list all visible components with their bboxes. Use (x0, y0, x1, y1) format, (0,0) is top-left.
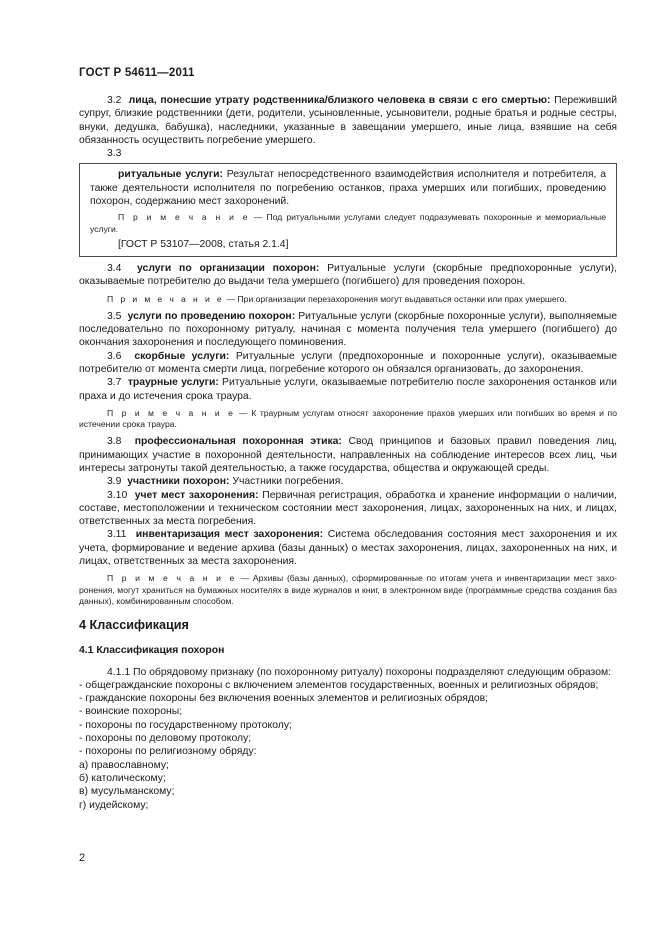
clause-number: 3.6 (107, 350, 122, 362)
list-item: - гражданские похороны без включения военных элементов и религиозных обрядов; (79, 693, 489, 705)
paragraph-3-7 (79, 376, 617, 403)
paragraph-4-1-1: 4.1.1 По обрядовому признаку (по похоронному ритуалу) похороны подразделяют следующим образом: (107, 666, 612, 678)
note-text: — Архивы (базы данных), сформированные по итогам учета и инвентаризации мест захоронения, могут храниться на бумажных носителях в виде журналов и книг, в электронном виде (программные средства создания баз данных), комбинированным способом. (79, 573, 617, 606)
note-label: П р и м е ч а н и е (107, 573, 237, 584)
paragraph-3-11 (79, 528, 617, 568)
list-item: б) католическому; (79, 772, 166, 784)
list-item: - похороны по религиозному обряду: (79, 746, 257, 758)
source-reference: [ГОСТ Р 53107—2008, статья 2.1.4] (118, 238, 289, 250)
term-definition: Переживший супруг, близкие родственники (дети, родители, усыновленные, усыновители, родные братья и родные сестры, внуки, дедушка, бабушка), наследники, указанные в завещании умершего, иные лица, взявшие на себя обязанность осуществить погребение умершего. (79, 95, 618, 146)
section-heading: 4 Классификация (79, 617, 189, 632)
page-number: 2 (79, 852, 86, 864)
clause-number-3-3: 3.3 (107, 148, 122, 160)
term-definition: Система обследования состояния мест захоронения и их учета, формирование и ведение архива (базы данных) о местах захоронения, лицах, захороненных на них, и лицах, ответственных за места захоронения. (79, 529, 618, 568)
note-3-7 (79, 408, 617, 430)
paragraph-3-6 (79, 350, 617, 377)
list-item: - похороны по государственному протоколу; (79, 719, 292, 731)
term-title: траурные услуги: (127, 377, 219, 389)
note-text: — Под ритуальными услугами следует подразумевать похоронные и мемориальные услуги. (90, 212, 606, 234)
paragraph-3-2 (79, 94, 617, 147)
term-title: участники похорон: (127, 476, 230, 488)
term-definition: Свод принципов и базовых правил поведения лиц, принимающих участие в похоронной деятельности, направленных на соблюдение интересов всех лиц, чьи интересы затронуты такой деятельностью, а также государства, общества и окружающей среды. (79, 436, 617, 474)
clause-number: 3.10 (107, 489, 128, 501)
clause-number: 3.8 (107, 436, 122, 448)
note-3-11 (79, 573, 617, 607)
document-body (79, 94, 617, 812)
clause-number: 3.9 (107, 476, 122, 488)
classification-list (79, 679, 617, 812)
paragraph-3-5 (79, 310, 617, 350)
term-definition: Первичная регистрация, обработка и хранение информации о наличии, составе, местоположении и техническом состоянии мест захоронения, лицах, захороненных на них, и лицах, ответственных за места погребения. (79, 489, 617, 528)
list-item: - общегражданские похороны с включением элементов государственных, военных и религиозных обрядов; (79, 679, 599, 691)
list-item: г) иудейскому; (79, 799, 149, 811)
term-title: скорбные услуги: (134, 350, 230, 362)
term-title: услуги по организации похорон: (137, 263, 320, 275)
note-3-3 (90, 212, 606, 234)
document-header: ГОСТ Р 54611—2011 (79, 67, 195, 79)
note-label: П р и м е ч а н и е (118, 212, 250, 223)
paragraph-3-3 (90, 168, 606, 208)
note-text: — При организации перезахоронения могут выдаваться останки или прах умершего. (224, 293, 567, 304)
list-item: в) мусульманскому; (79, 786, 175, 798)
term-definition: Ритуальные услуги (предпохоронные и похоронные услуги), оказываемые потребителю от момента смерти лица, погребение которого он обязался организовать, до захоронения. (79, 350, 617, 376)
list-item: а) православному; (79, 759, 169, 771)
clause-number: 3.2 (107, 95, 122, 106)
paragraph-3-8 (79, 435, 617, 475)
list-item: - похороны по деловому протоколу; (79, 733, 252, 745)
clause-number: 3.5 (107, 310, 122, 322)
term-title: услуги по проведению похорон: (127, 310, 296, 322)
subsection-heading: 4.1 Классификация похорон (79, 645, 225, 657)
term-definition: Результат непосредственного взаимодействия исполнителя и потребителя, а также деятельности исполнителя по погребению останков, праха умерших или погибших, проведению похорон, содержанию мест захоронений. (90, 169, 606, 208)
paragraph-3-9 (79, 475, 617, 488)
clause-number: 3.7 (107, 377, 122, 389)
term-title: учет мест захоронения: (134, 489, 259, 501)
framed-definition-box (79, 163, 617, 257)
paragraph-3-4 (79, 262, 617, 289)
clause-number: 3.4 (107, 263, 122, 275)
note-label: П р и м е ч а н и е (107, 293, 225, 304)
term-title: ритуальные услуги: (118, 169, 223, 181)
note-text: — К траурным услугам относят захоронение прахов умерших или погибших во время и по истечении срока траура. (79, 407, 617, 430)
term-title: лица, понесшие утрату родственника/близкого человека в связи с его смертью: (128, 95, 551, 106)
term-definition: Участники погребения. (229, 476, 344, 488)
term-definition: Ритуальные услуги (скорбные предпохоронные услуги), оказываемые потребителю до выдачи тела умершего (погибшего) для проведения похорон. (79, 263, 617, 288)
clause-number: 3.11 (107, 529, 127, 541)
list-item: - воинские похороны; (79, 706, 183, 718)
term-title: профессиональная похоронная этика: (134, 436, 342, 448)
term-definition: Ритуальные услуги, оказываемые потребителю после захоронения останков или праха и до истечения срока траура. (79, 377, 617, 402)
term-definition: Ритуальные услуги (скорбные похоронные услуги), выполняемые последовательно по похоронному ритуалу, начиная с момента получения тела умершего (погибшего) до окончания захоронения и последующего поминовения. (79, 310, 617, 349)
term-title: инвентаризация мест захоронения: (135, 529, 324, 541)
paragraph-3-10 (79, 489, 617, 529)
note-label: П р и м е ч а н и е (107, 407, 236, 418)
note-3-4 (79, 294, 617, 305)
